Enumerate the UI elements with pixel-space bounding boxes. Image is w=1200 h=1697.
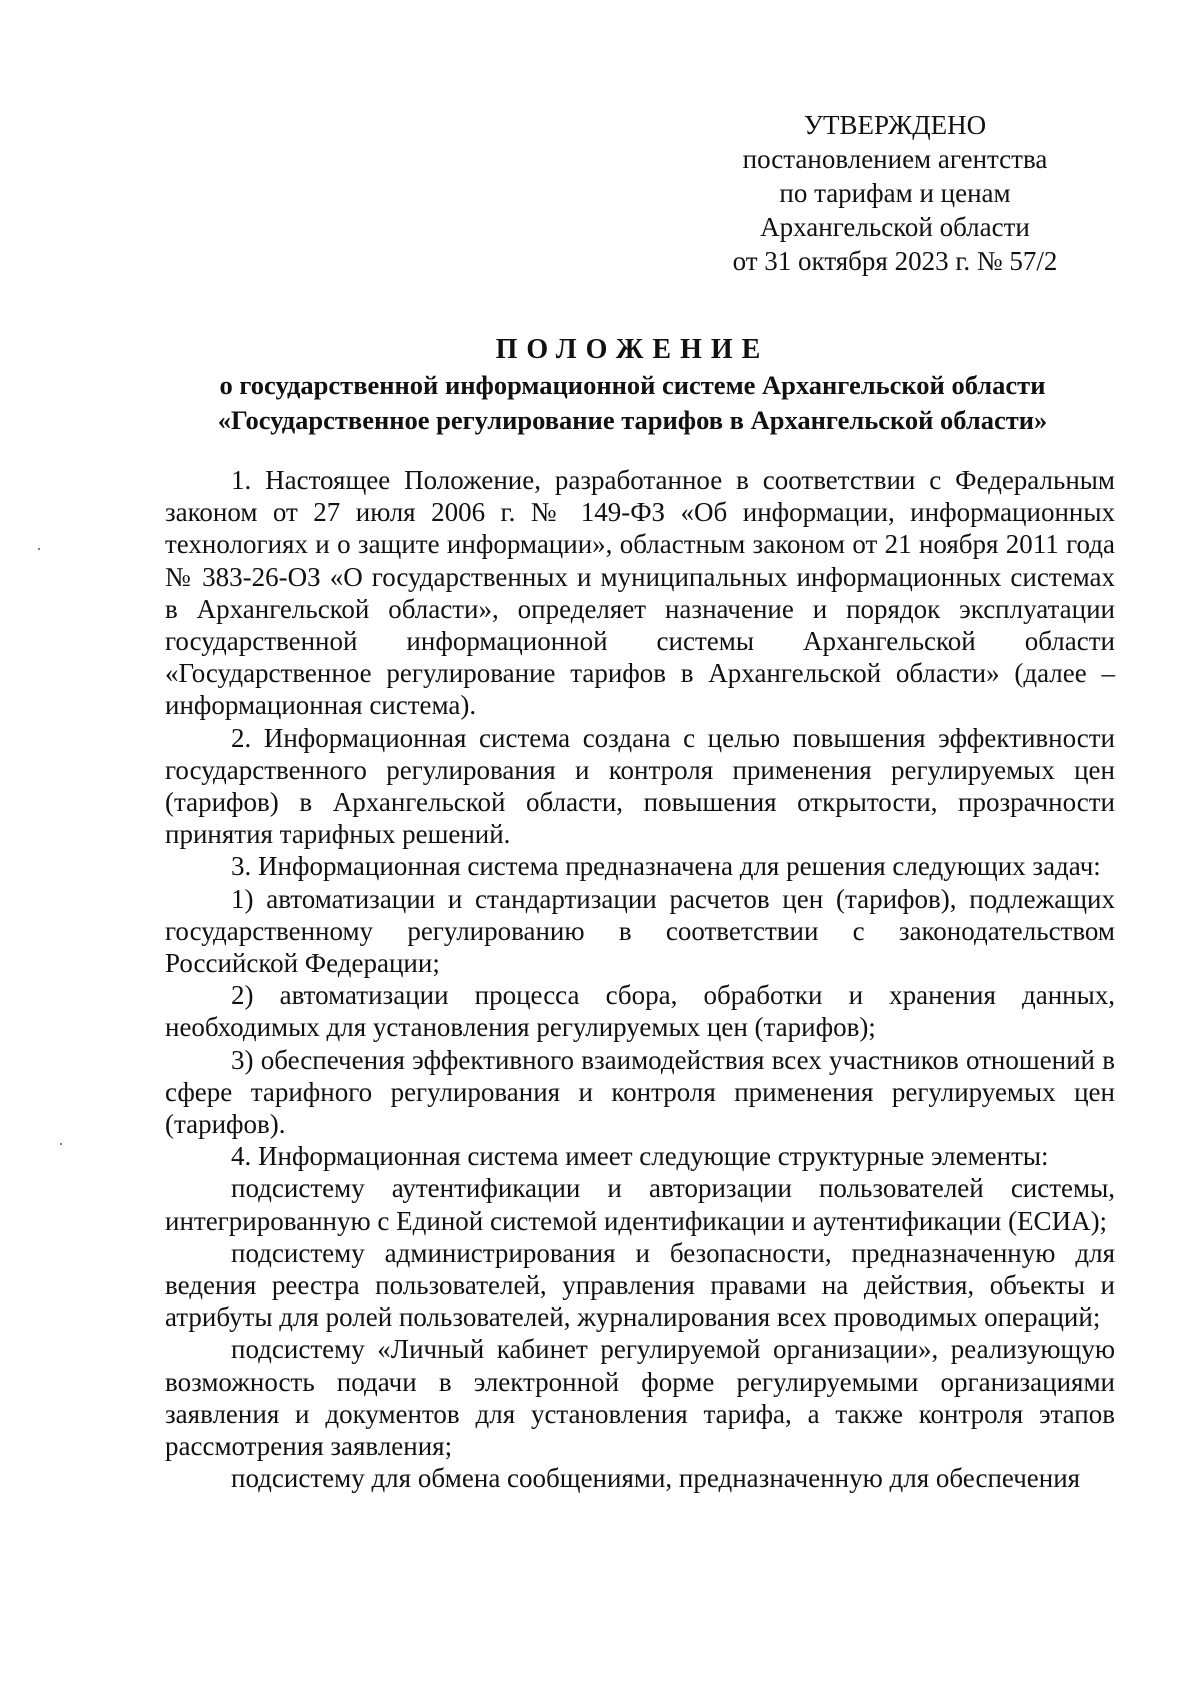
scan-speck — [60, 1143, 62, 1145]
subtitle-line: «Государственное регулирование тарифов в Архангельской области» — [217, 405, 1048, 435]
paragraph-4-element-4: подсистему для обмена сообщениями, предназначенную для обеспечения — [231, 1463, 1081, 1494]
paragraph-3: 3. Информационная система предназначена для решения следующих задач: — [231, 851, 1101, 882]
paragraph-3-item-2: 2) автоматизации процесса сбора, обработки и хранения данных, необходимых для установления регулируемых цен (тарифов); — [165, 980, 1115, 1043]
document-subtitle — [150, 368, 1115, 438]
approval-line: Архангельской области — [760, 212, 1030, 242]
paragraph-3-item-1: 1) автоматизации и стандартизации расчетов цен (тарифов), подлежащих государственному регулированию в соответствии с законодательством Российской Федерации; — [165, 883, 1115, 979]
document-title: ПОЛОЖЕНИЕ — [495, 334, 770, 365]
approval-heading: УТВЕРЖДЕНО — [803, 110, 987, 140]
approval-line: по тарифам и ценам — [779, 178, 1011, 208]
approval-date-number: от 31 октября 2023 г. № 57/2 — [732, 246, 1058, 276]
paragraph-2: 2. Информационная система создана с целью повышения эффективности государственного регулирования и контроля применения регулируемых цен (тарифов) в Архангельской области, повышения открытости, прозрачности принятия тарифных решений. — [165, 722, 1115, 850]
paragraph-4: 4. Информационная система имеет следующие структурные элементы: — [231, 1141, 1049, 1172]
paragraph-4-element-3: подсистему «Личный кабинет регулируемой организации», реализующую возможность подачи в электронной форме регулируемыми организациями заявления и документов для установления тарифа, а также контроля этапов рассмотрения заявления; — [165, 1334, 1115, 1462]
approval-line: постановлением агентства — [742, 144, 1048, 174]
subtitle-line: о государственной информационной системе Архангельской области — [219, 370, 1046, 400]
paragraph-4-element-2: подсистему администрирования и безопасности, предназначенную для ведения реестра пользователей, управления правами на действия, объекты и атрибуты для ролей пользователей, журналирования всех проводимых операций; — [165, 1237, 1115, 1333]
paragraph-4-element-1: подсистему аутентификации и авторизации пользователей системы, интегрированную с Единой системой идентификации и аутентификации (ЕСИА); — [165, 1173, 1115, 1236]
approval-stamp-block — [690, 108, 1100, 278]
document-body — [165, 464, 1115, 1495]
paragraph-3-item-3: 3) обеспечения эффективного взаимодействия всех участников отношений в сфере тарифного регулирования и контроля применения регулируемых цен (тарифов). — [165, 1044, 1115, 1140]
paragraph-1: 1. Настоящее Положение, разработанное в соответствии с Федеральным законом от 27 июля 2006 г. № 149-ФЗ «Об информации, информационных технологиях и о защите информации», областным законом от 21 ноября 2011 года № 383-26-ОЗ «О государственных и муниципальных информационных системах в Архангельской области», определяет назначение и порядок эксплуатации государственной информационной системы Архангельской области «Государственное регулирование тарифов в Архангельской области» (далее – информационная система). — [165, 465, 1115, 721]
scan-speck — [38, 548, 40, 550]
